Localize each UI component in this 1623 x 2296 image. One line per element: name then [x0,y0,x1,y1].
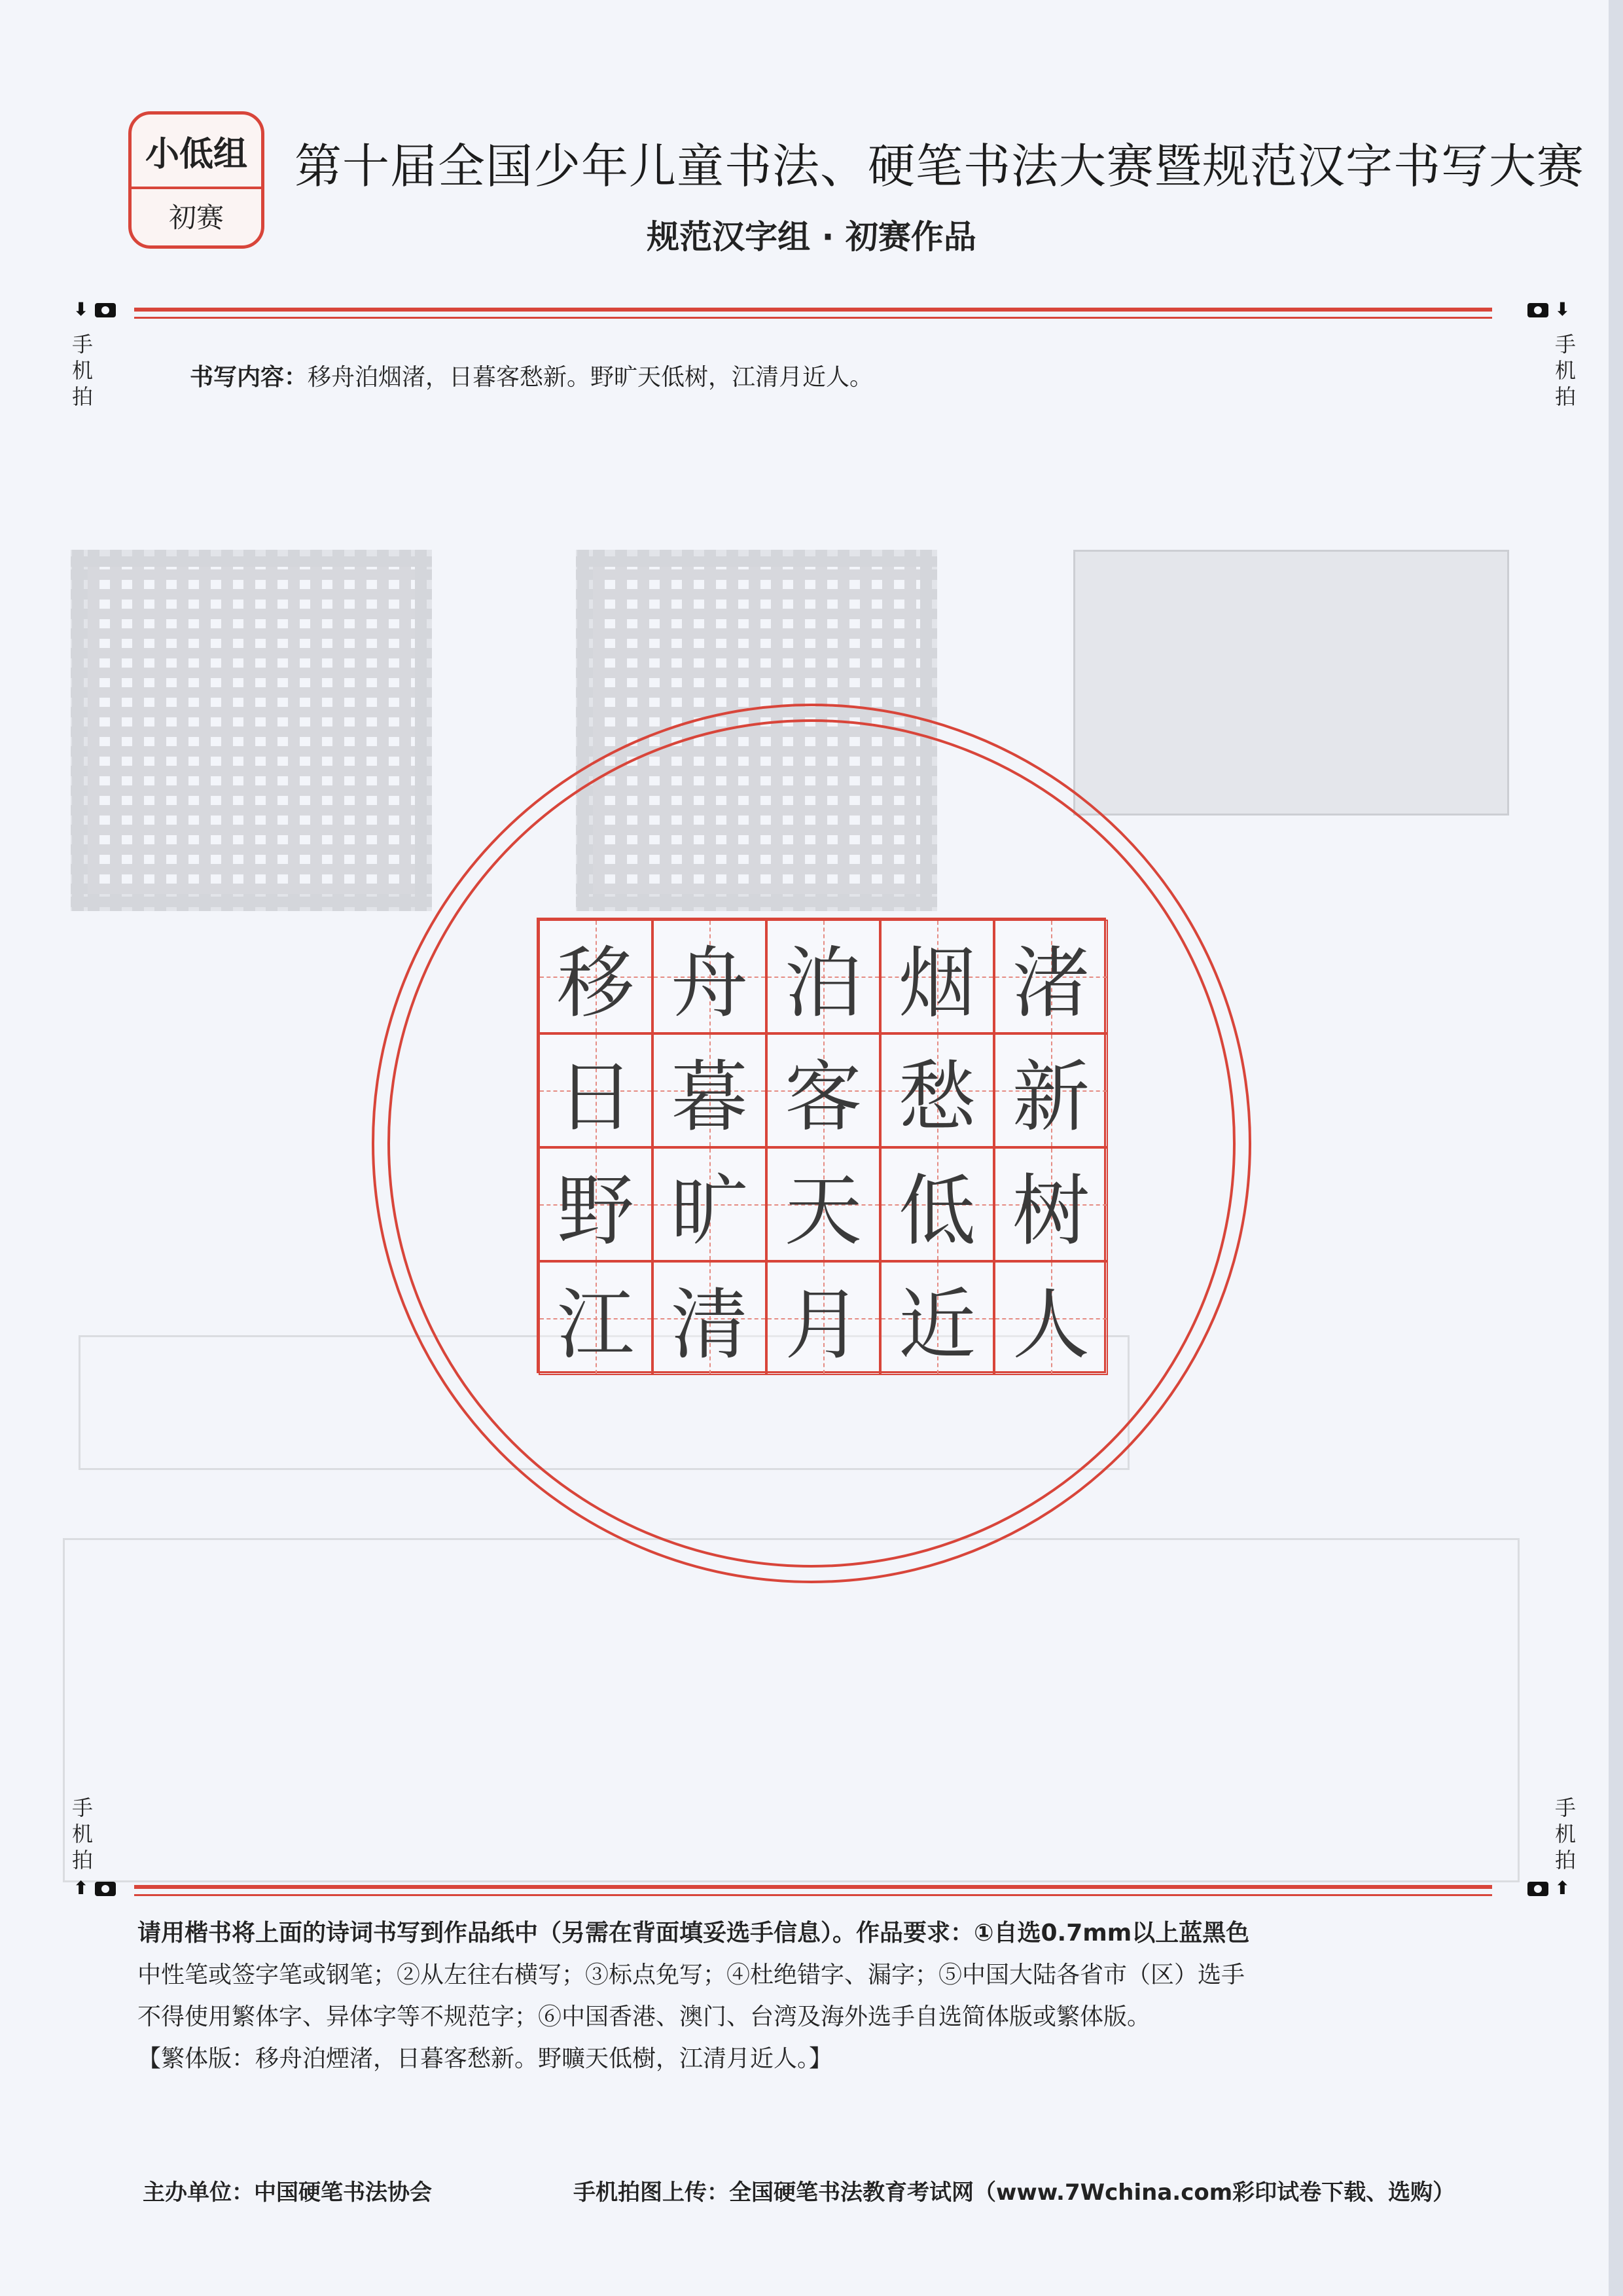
bottom-right-photo-label: 手机拍 [1554,1795,1576,1873]
writing-grid [537,918,1106,1373]
handwritten-character: 近 [898,1280,976,1370]
bottom-rule-thick [134,1885,1492,1889]
handwritten-character: 泊 [784,938,862,1028]
handwritten-character: 天 [784,1166,862,1256]
top-left-camera-mark [73,298,116,320]
grid-cell [539,1033,652,1147]
stamp-round-label: 初赛 [168,202,224,234]
back-box-shadow-1 [1073,550,1509,816]
handwritten-character: 月 [784,1280,862,1370]
instructions-line-1: 请用楷书将上面的诗词书写到作品纸中（另需在背面填妥选手信息）。作品要求：①自选0.7mm以上蓝黑色 [137,1920,1250,1946]
writing-content [190,359,873,392]
grid-cell [994,1033,1108,1147]
top-rule-thin [134,317,1492,319]
top-left-photo-label: 手机拍 [71,332,93,409]
grid-cell [880,1033,994,1147]
grid-cell [539,920,652,1033]
handwritten-character: 新 [1012,1052,1090,1142]
grid-cell [994,1261,1108,1375]
grid-cell [652,1261,766,1375]
organizer-text: 主办单位：中国硬笔书法协会 [143,2179,432,2206]
bottom-left-photo-label: 手机拍 [71,1795,93,1873]
grid-cell [766,920,880,1033]
grid-cell [880,920,994,1033]
handwritten-character: 旷 [670,1166,748,1256]
grid-cell [766,1261,880,1375]
handwritten-character: 清 [670,1280,748,1370]
camera-icon [95,303,116,317]
writing-content-label: 书写内容： [190,364,308,391]
handwritten-character: 日 [556,1052,634,1142]
down-arrow-icon: ⬇ [1554,298,1571,320]
instructions [137,1912,1518,2080]
bottom-left-camera-mark [73,1877,116,1899]
handwritten-character: 低 [898,1166,976,1256]
bottom-right-camera-mark [1527,1877,1570,1899]
page-subtitle: 规范汉字组 · 初赛作品 [647,218,976,256]
instructions-line-2: 中性笔或签字笔或钢笔；②从左往右横写；③标点免写；④杜绝错字、漏字；⑤中国大陆各省市（区）选手 [137,1962,1245,1988]
handwritten-character: 野 [556,1166,634,1256]
top-right-camera-mark [1527,298,1570,320]
grid-cell [652,1033,766,1147]
grid-cell [766,1033,880,1147]
handwritten-character: 江 [556,1280,634,1370]
instructions-line-4: 【繁体版：移舟泊煙渚，日暮客愁新。野曠天低樹，江清月近人。】 [137,2045,833,2072]
handwritten-character: 愁 [898,1052,976,1142]
grid-cell [539,1261,652,1375]
grid-cell [994,920,1108,1033]
down-arrow-icon: ⬇ [73,298,89,320]
handwritten-character: 移 [556,938,634,1028]
stamp-group-label: 小低组 [132,115,261,189]
back-form-shadow [63,1538,1520,1882]
instructions-line-3: 不得使用繁体字、异体字等不规范字；⑥中国香港、澳门、台湾及海外选手自选简体版或繁体版。 [137,2003,1151,2030]
writing-content-text: 移舟泊烟渚，日暮客愁新。野旷天低树，江清月近人。 [308,364,874,391]
grid-cell [652,920,766,1033]
bottom-rule-thin [134,1894,1492,1896]
camera-icon [1527,303,1548,317]
page-edge [1609,0,1623,2296]
camera-icon [1527,1882,1548,1896]
camera-icon [95,1882,116,1896]
grid-cell [652,1147,766,1261]
page-title: 第十届全国少年儿童书法、硬笔书法大赛暨规范汉字书写大赛 [294,139,1585,194]
upload-text: 手机拍图上传：全国硬笔书法教育考试网（www.7Wchina.com彩印试卷下载、选购） [573,2179,1455,2206]
grid-cell [539,1147,652,1261]
grid-cell [880,1261,994,1375]
handwritten-character: 烟 [898,938,976,1028]
top-rule-thick [134,308,1492,312]
handwritten-character: 渚 [1012,938,1090,1028]
grid-cell [994,1147,1108,1261]
handwritten-character: 客 [784,1052,862,1142]
grid-cell [766,1147,880,1261]
up-arrow-icon: ⬆ [1554,1877,1571,1899]
grid-cell [880,1147,994,1261]
back-qr-shadow-left [71,550,432,911]
up-arrow-icon: ⬆ [73,1877,89,1899]
handwritten-character: 舟 [670,938,748,1028]
handwritten-character: 暮 [670,1052,748,1142]
top-right-photo-label: 手机拍 [1554,332,1576,409]
handwritten-character: 树 [1012,1166,1090,1256]
handwritten-character: 人 [1012,1280,1090,1370]
